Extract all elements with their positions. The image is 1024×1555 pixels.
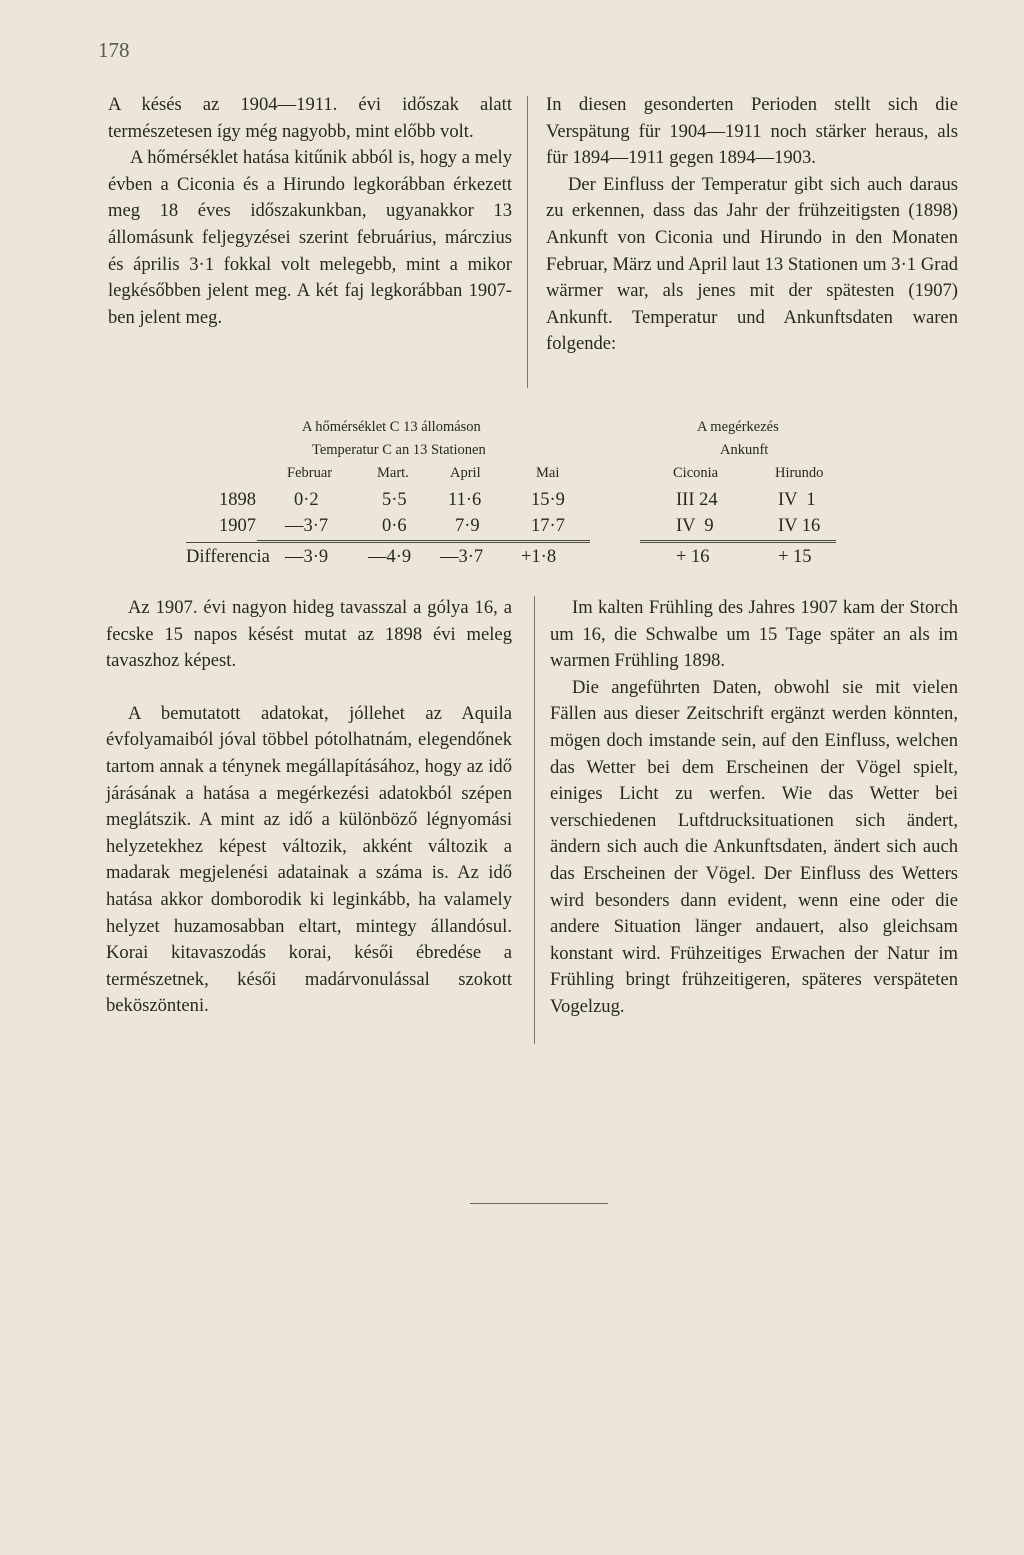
col-header-mart: Mart. — [377, 465, 409, 481]
hu-top-paragraph-1: A késés az 1904—1911. évi időszak alatt természetesen így még nagyobb, mint előbb volt. — [108, 94, 512, 142]
column-divider-top — [527, 96, 528, 388]
temp-title-de: Temperatur C an 13 Stationen — [312, 442, 486, 458]
cell-1898-hirundo: IV 1 — [778, 490, 816, 510]
german-top-column — [546, 92, 958, 358]
col-header-mai: Mai — [536, 465, 560, 481]
cell-1907-hirundo: IV 16 — [778, 516, 821, 536]
row-label-1907: 1907 — [219, 516, 256, 536]
col-header-ciconia: Ciconia — [673, 465, 719, 481]
cell-1898-feb: 0·2 — [294, 490, 319, 510]
arrival-title-de: Ankunft — [720, 442, 769, 458]
cell-diff-feb: —3·9 — [285, 547, 329, 567]
temp-title-hu: A hőmérséklet C 13 állomáson — [302, 419, 481, 435]
cell-1898-ciconia: III 24 — [676, 490, 718, 510]
col-header-februar: Februar — [287, 465, 333, 481]
cell-diff-mai: +1·8 — [521, 547, 557, 567]
cell-diff-mar: —4·9 — [368, 547, 412, 567]
hu-bottom-paragraph-2: A bemutatott adatokat, jóllehet az Aquila évfolyamaiból jóval többel pótolhatnám, elegendőnek tartom annak a ténynek megállapításához, hogy az idő járásának a hatása a megérkezési adatokból szépen meglátszik. A mint az idő a különböző légnyomási helyzetekhez képest változik, akként változik a madarak megjelenési adatainak a száma is. Az idő hatása akkor domborodik ki leginkább, ha valamely helyzet huzamosabban eltart, mintegy állandósul. Korai kitavaszodás korai, késői ébredése a természetnek, késői madárvonulással szokott beköszönteni. — [106, 702, 512, 1017]
cell-1898-mai: 15·9 — [531, 490, 565, 510]
table-rule-top — [257, 540, 590, 541]
de-top-paragraph-2: Der Einfluss der Temperatur gibt sich auch daraus zu erkennen, dass das Jahr der frühzeitigsten (1898) Ankunft von Ciconia und Hirundo in den Monaten Februar, März und April laut 13 Stationen um 3·1 Grad wärmer war, als jenes mit der spätesten (1907) Ankunft. Temperatur und Ankunftsdaten waren folgende: — [546, 173, 958, 355]
cell-diff-apr: —3·7 — [440, 547, 484, 567]
row-label-1898: 1898 — [219, 490, 256, 510]
de-bottom-paragraph-1: Im kalten Frühling des Jahres 1907 kam der Storch um 16, die Schwalbe um 15 Tage später an als im warmen Frühling 1898. — [550, 597, 958, 672]
footer-rule — [470, 1203, 608, 1204]
cell-1907-apr: 7·9 — [455, 516, 480, 536]
cell-1907-ciconia: IV 9 — [676, 516, 714, 536]
cell-1898-mar: 5·5 — [382, 490, 407, 510]
column-divider-bottom — [534, 596, 535, 1044]
cell-1907-mai: 17·7 — [531, 516, 565, 536]
page-number: 178 — [98, 38, 130, 62]
de-top-paragraph-1: In diesen gesonderten Perioden stellt sich die Verspätung für 1904—1911 noch stärker heraus, als für 1894—1911 gegen 1894—1903. — [546, 94, 958, 169]
hu-top-paragraph-2: A hőmérséklet hatása kitűnik abból is, hogy a mely évben a Ciconia és a Hirundo legkorábban érkezett meg 18 éves időszakunkban, ugyanakkor 13 állomásunk feljegyzései szerint februárius, márczius és április 3·1 fokkal volt melegebb, mint a mikor legkésőbben jelent meg. A két faj legkorábban 1907-ben jelent meg. — [108, 147, 512, 328]
cell-1907-feb: —3·7 — [285, 516, 329, 536]
row-label-differencia: Differencia — [186, 547, 270, 567]
hungarian-top-column — [108, 92, 512, 331]
cell-diff-ciconia: + 16 — [676, 547, 710, 567]
table-rule-arrival-top — [640, 540, 836, 541]
table-rule-arrival-bottom — [640, 542, 836, 543]
german-bottom-column — [550, 595, 958, 1021]
hungarian-bottom-column — [106, 595, 512, 1020]
col-header-hirundo: Hirundo — [775, 465, 824, 481]
col-header-april: April — [450, 465, 481, 481]
cell-1907-mar: 0·6 — [382, 516, 407, 536]
hu-bottom-paragraph-1: Az 1907. évi nagyon hideg tavasszal a gólya 16, a fecske 15 napos késést mutat az 1898 évi meleg tavaszhoz képest. — [106, 597, 512, 672]
cell-1898-apr: 11·6 — [448, 490, 482, 510]
cell-diff-hirundo: + 15 — [778, 547, 812, 567]
table-rule-bottom — [186, 542, 590, 543]
arrival-title-hu: A megérkezés — [697, 419, 779, 435]
de-bottom-paragraph-2: Die angeführten Daten, obwohl sie mit vielen Fällen aus dieser Zeitschrift ergänzt werden könnten, mögen doch imstande sein, auf den Einfluss, welchen das Wetter bei dem Erscheinen der Vögel spielt, einiges Licht zu werfen. Wie das Wetter bei verschiedenen Luftdrucksituationen sich ändert, ändern sich auch die Ankunftsdaten, ändert sich auch das Erscheinen der Vögel. Der Einfluss des Wetters wird besonders dann evident, wenn eine oder die andere Situation länger andauert, also gleichsam konstant wird. Frühzeitiges Erwachen der Natur im Frühling bringt frühzeitigeren, späteres verspäteten Vogelzug. — [550, 676, 958, 1017]
